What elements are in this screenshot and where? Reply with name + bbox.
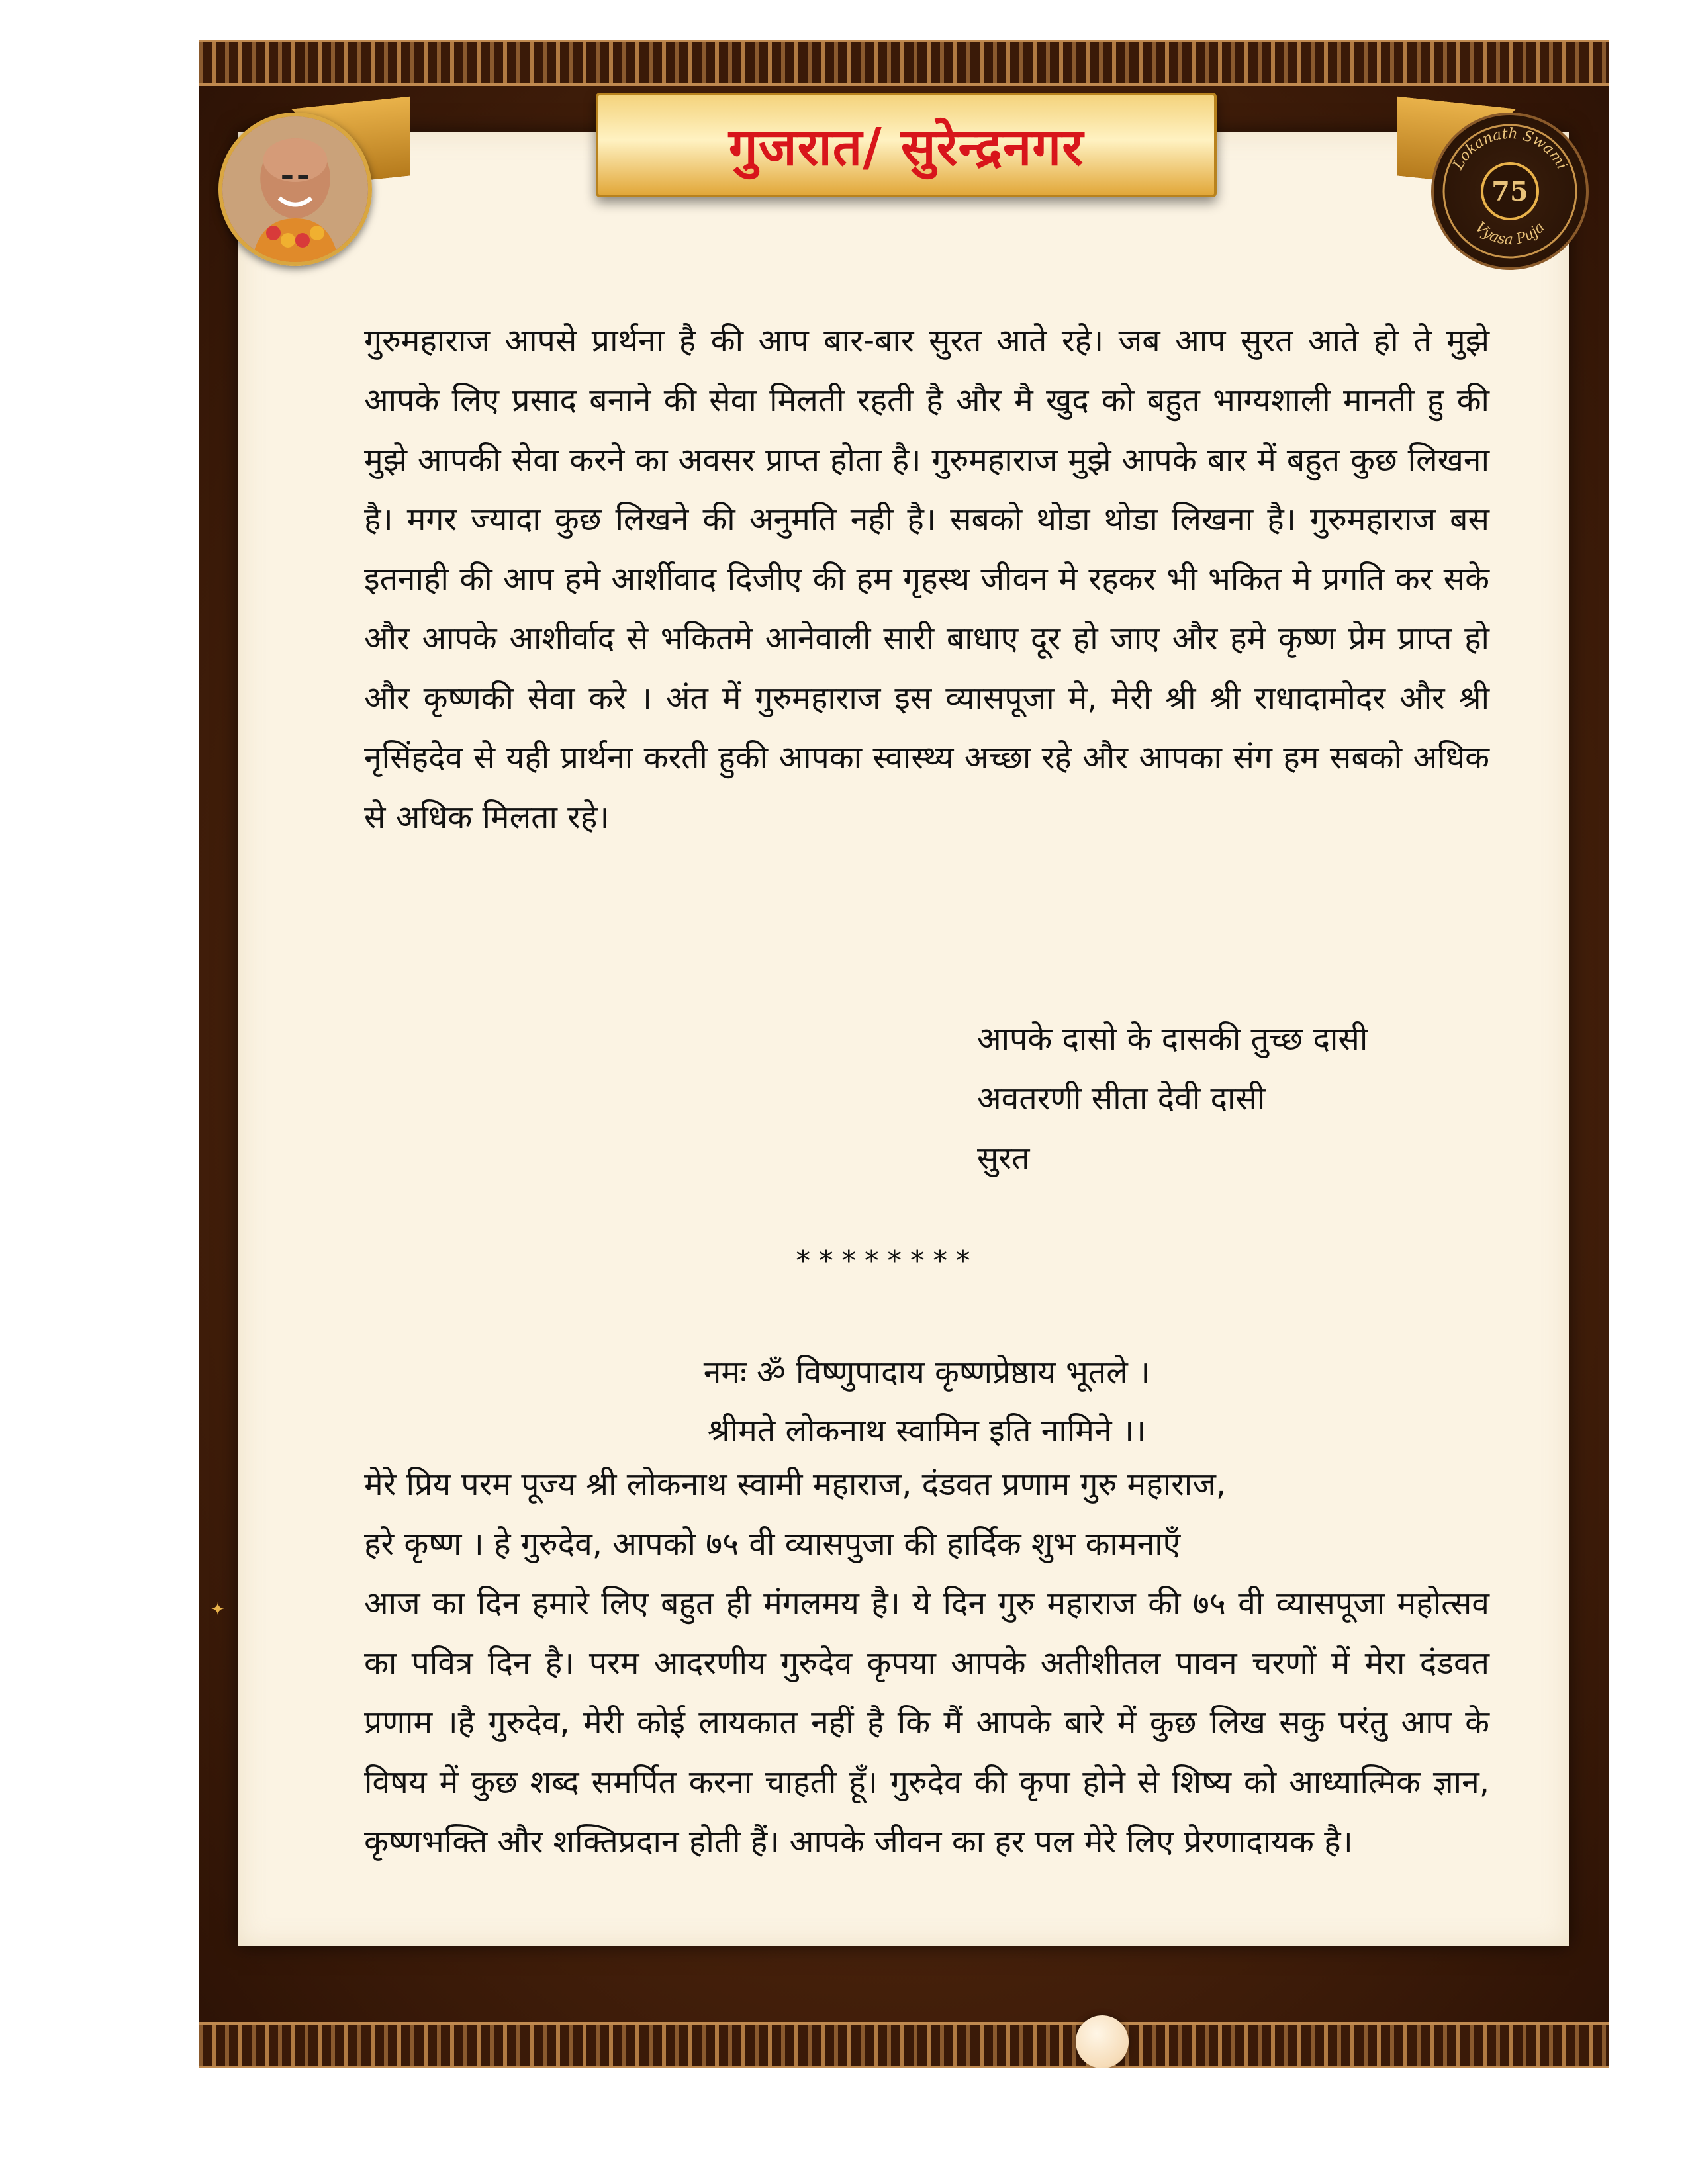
page-title: गुजरात/ सुरेन्द्रनगर xyxy=(728,118,1084,177)
title-ribbon xyxy=(596,93,1217,197)
sparkle-icon: ✦ xyxy=(211,1600,225,1619)
letter-two-line-1: मेरे प्रिय परम पूज्य श्री लोकनाथ स्वामी महाराज, दंडवत प्रणाम गुरु महाराज, xyxy=(364,1466,1227,1503)
letter-one-paragraph: गुरुमहाराज आपसे प्रार्थना है की आप बार-बार सुरत आते रहे। जब आप सुरत आते हो ते मुझे आपके लिए प्रसाद बनाने की सेवा मिलती रहती है और मै खुद को बहुत भाग्यशाली मानती हु की मुझे आपकी सेवा करने का अवसर प्राप्त होता है। गुरुमहाराज मुझे आपके बार में बहुत कुछ लिखना है। मगर ज्यादा कुछ लिखने की अनुमति नही है। सबको थोडा थोडा लिखना है। गुरुमहाराज बस इतनाही की आप हमे आर्शीवाद दिजीए की हम गृहस्थ जीवन मे रहकर भी भकित मे प्रगति कर सके और आपके आशीर्वाद से भकितमे आनेवाली सारी बाधाए दूर हो जाए और हमे कृष्ण प्रेम प्राप्त हो और कृष्णकी सेवा करे । अंत में गुरुमहाराज इस व्यासपूजा मे, मेरी श्री श्री राधादामोदर और श्री नृसिंहदेव से यही प्रार्थना करती हुकी आपका स्वास्थ्य अच्छा रहे और आपका संग हम सबको अधिक से अधिक मिलता रहे। xyxy=(364,322,1489,836)
signature-line-1: आपके दासो के दासकी तुच्छ दासी xyxy=(977,1021,1368,1058)
letter-two-paragraph: आज का दिन हमारे लिए बहुत ही मंगलमय है। ये दिन गुरु महाराज की ७५ वी व्यासपूजा महोत्सव का पवित्र दिन है। परम आदरणीय गुरुदेव कृपया आपके अतीशीतल पावन चरणों में मेरा दंडवत प्रणाम ।है गुरुदेव, मेरी कोई लायकात नहीं है कि मैं आपके बारे में कुछ लिख सकु परंतु आप के विषय में कुछ शब्द समर्पित करना चाहती हूँ। गुरुदेव की कृपा होने से शिष्य को आध्यात्मिक ज्ञान, कृष्णभक्ति और शक्तिप्रदान होती हैं। आपके जीवन का हर पल मेरे लिए प्रेरणादायक है। xyxy=(364,1585,1489,1860)
pranam-mantra xyxy=(364,1343,1489,1460)
svg-text:Vyasa Puja xyxy=(1472,219,1548,248)
seal-emblem-icon xyxy=(1434,115,1586,267)
shloka-line-1: नमः ॐ विष्णुपादाय कृष्णप्रेष्ठाय भूतले । xyxy=(703,1354,1150,1391)
shloka-line-2: श्रीमते लोकनाथ स्वामिन इति नामिने ।। xyxy=(707,1412,1147,1449)
seal-text-top: Lokanath Swami xyxy=(1450,125,1570,173)
seal-text-bottom: Vyasa Puja xyxy=(1472,218,1548,249)
letter-one-signature xyxy=(977,1009,1368,1188)
letter-one-body xyxy=(364,311,1489,847)
signature-line-3: सुरत xyxy=(977,1140,1030,1177)
vyasa-puja-75-seal xyxy=(1431,113,1589,270)
seal-number: 75 xyxy=(1491,176,1528,207)
letter-two-line-2: हरे कृष्ण । हे गुरुदेव, आपको ७५ वी व्यासपुजा की हार्दिक शुभ कामनाएँ xyxy=(364,1525,1181,1563)
letter-two-body xyxy=(364,1455,1489,1872)
page-indicator-dot xyxy=(1076,2015,1129,2068)
portrait-illustration xyxy=(222,116,368,262)
guru-portrait-photo xyxy=(218,113,372,266)
bottom-decorative-border xyxy=(199,2022,1609,2068)
section-separator: ******** xyxy=(794,1244,977,1278)
signature-line-2: अवतरणी सीता देवी दासी xyxy=(977,1080,1266,1117)
top-decorative-border xyxy=(199,40,1609,86)
